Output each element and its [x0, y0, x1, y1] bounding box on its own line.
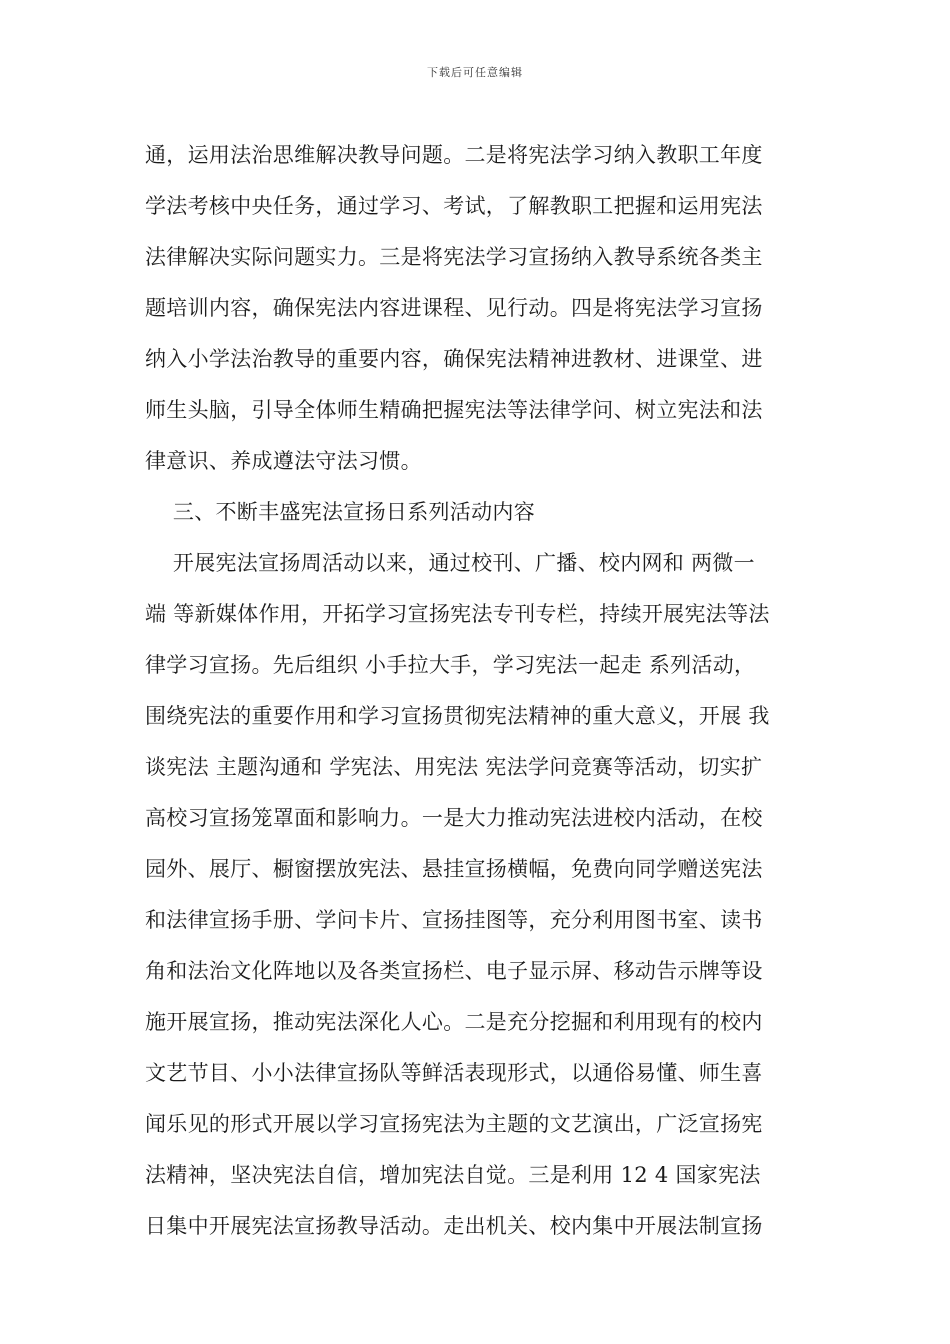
- text-line: 高校习宣扬笼罩面和影响力。一是大力推动宪法进校内活动，在校: [145, 806, 763, 830]
- text-line: 端 等新媒体作用，开拓学习宣扬宪法专刊专栏，持续开展宪法等法: [145, 602, 770, 626]
- text-line: 和法律宣扬手册、学问卡片、宣扬挂图等，充分利用图书室、读书: [145, 908, 763, 932]
- text-line: 闻乐见的形式开展以学习宣扬宪法为主题的文艺演出，广泛宣扬宪: [145, 1112, 763, 1136]
- page-header: 下载后可任意编辑: [427, 66, 523, 79]
- section-heading: 三、不断丰盛宪法宣扬日系列活动内容: [145, 500, 535, 524]
- text-line: 律学习宣扬。先后组织 小手拉大手，学习宪法一起走 系列活动，: [145, 653, 756, 677]
- text-line: 谈宪法 主题沟通和 学宪法、用宪法 宪法学问竞赛等活动，切实扩: [145, 755, 763, 779]
- text-line: 法精神，坚决宪法自信，增加宪法自觉。三是利用 12 4 国家宪法: [145, 1163, 761, 1187]
- text-line: 开展宪法宣扬周活动以来，通过校刊、广播、校内网和 两微一: [145, 551, 755, 575]
- text-line: 师生头脑，引导全体师生精确把握宪法等法律学问、树立宪法和法: [145, 398, 763, 422]
- document-body: [145, 130, 810, 1252]
- text-line: 文艺节目、小小法律宣扬队等鲜活表现形式，以通俗易懂、师生喜: [145, 1061, 763, 1085]
- text-line: 园外、展厅、橱窗摆放宪法、悬挂宣扬横幅，免费向同学赠送宪法: [145, 857, 763, 881]
- text-line: 通，运用法治思维解决教导问题。二是将宪法学习纳入教职工年度: [145, 143, 763, 167]
- text-line: 施开展宣扬，推动宪法深化人心。二是充分挖掘和利用现有的校内: [145, 1010, 763, 1034]
- text-line: 学法考核中央任务，通过学习、考试，了解教职工把握和运用宪法: [145, 194, 763, 218]
- text-line: 题培训内容，确保宪法内容进课程、见行动。四是将宪法学习宣扬: [145, 296, 763, 320]
- text-line: 日集中开展宪法宣扬教导活动。走出机关、校内集中开展法制宣扬: [145, 1214, 763, 1238]
- text-line: 法律解决实际问题实力。三是将宪法学习宣扬纳入教导系统各类主: [145, 245, 763, 269]
- text-line: 律意识、养成遵法守法习惯。: [145, 449, 422, 473]
- text-line: 纳入小学法治教导的重要内容，确保宪法精神进教材、进课堂、进: [145, 347, 763, 371]
- text-line: 围绕宪法的重要作用和学习宣扬贯彻宪法精神的重大意义，开展 我: [145, 704, 770, 728]
- text-line: 角和法治文化阵地以及各类宣扬栏、电子显示屏、移动告示牌等设: [145, 959, 763, 983]
